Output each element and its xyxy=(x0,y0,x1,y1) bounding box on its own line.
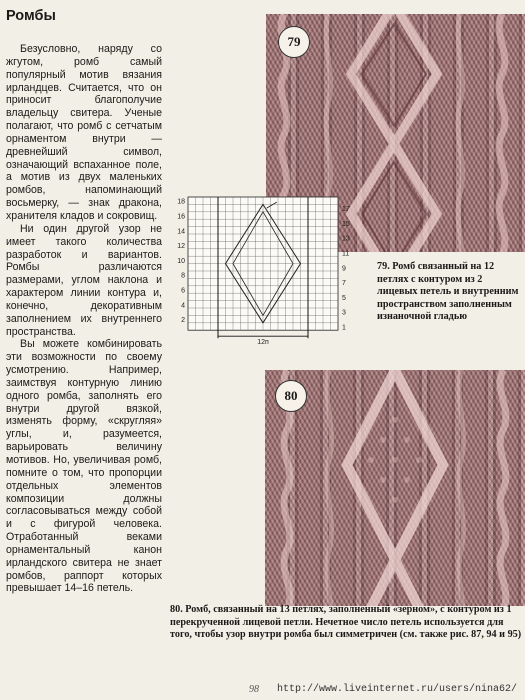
row-label-right: 7 xyxy=(342,280,346,288)
row-label-right: 15 xyxy=(342,220,350,228)
row-label-left: 6 xyxy=(181,287,185,295)
figure-number-badge: 79 xyxy=(278,26,310,58)
page-number: 98 xyxy=(249,684,259,695)
figure-caption-79: 79. Ромб связанный на 12 петлях с контуром из 2 лицевых петель и внутренним пространством заполненным изнаночной гладью xyxy=(377,261,519,322)
row-label-right: 9 xyxy=(342,265,346,273)
figure-caption-80: 80. Ромб, связанный на 13 петлях, заполненный «зерном», с контуром из 1 перекрученной лицевой петли. Нечетное число петель используется для того, чтобы узор внутри ромба был симметричен (см. также рис. 87, 94 и 95) xyxy=(170,604,522,640)
knit-texture-80 xyxy=(265,370,525,606)
row-label-right: 17 xyxy=(342,206,350,214)
row-label-right: 5 xyxy=(342,294,346,302)
row-label-left: 2 xyxy=(181,317,185,325)
paragraph: Вы можете комбинировать эти возможности по своему усмотрению. Например, заимствуя контурную линию одного ромба, заполнять его внутри другой вязкой, изменять форму, «скругляя» углы, и, разумеется, варьировать величину мотивов. Но, увеличивая ромб, помните о том, что пропорции отдельных элементов композиции должны согласовываться между собой и с фигурой человека. Отработанный веками орнаментальный канон ирландского свитера не знает ромбов, раппорт которых превышает 14–16 петель. xyxy=(6,338,162,595)
row-label-right: 11 xyxy=(342,250,350,258)
row-label-right: 1 xyxy=(342,324,346,332)
photo-figure-80 xyxy=(265,370,525,606)
paragraph: Безусловно, наряду со жгутом, ромб самый популярный мотив вязания ирландцев. Считается, что он приносит благополучие владельцу свитера. Ученые полагают, что ромб с сетчатым орнаментом внутри — древнейший символ, означающий вспаханное поле, а мотив из двух маленьких ромбов, напоминающий восьмерку, — знак дракона, хранителя кладов и сокровищ. xyxy=(6,43,162,222)
figure-number-badge: 80 xyxy=(275,380,307,412)
chart-grid xyxy=(170,193,365,361)
knitting-chart xyxy=(170,193,365,361)
row-label-left: 18 xyxy=(177,198,185,206)
section-heading: Ромбы xyxy=(6,8,56,24)
watermark-url: http://www.liveinternet.ru/users/nina62/ xyxy=(277,684,518,695)
row-label-left: 10 xyxy=(177,257,185,265)
row-label-left: 4 xyxy=(181,302,185,310)
moss-fill xyxy=(368,417,422,503)
article-body xyxy=(6,43,162,595)
paragraph: Ни один другой узор не имеет такого количества разработок и вариантов. Ромбы различаются размерами, углом наклона и характером линии контура и, конечно, декоративным заполнением их внутреннего пространства. xyxy=(6,222,162,338)
row-label-right: 13 xyxy=(342,235,350,243)
row-label-left: 16 xyxy=(177,213,185,221)
row-label-right: 3 xyxy=(342,309,346,317)
row-label-left: 8 xyxy=(181,272,185,280)
repeat-label: 12п xyxy=(257,339,269,347)
row-label-left: 14 xyxy=(177,228,185,236)
row-label-left: 12 xyxy=(177,243,185,251)
